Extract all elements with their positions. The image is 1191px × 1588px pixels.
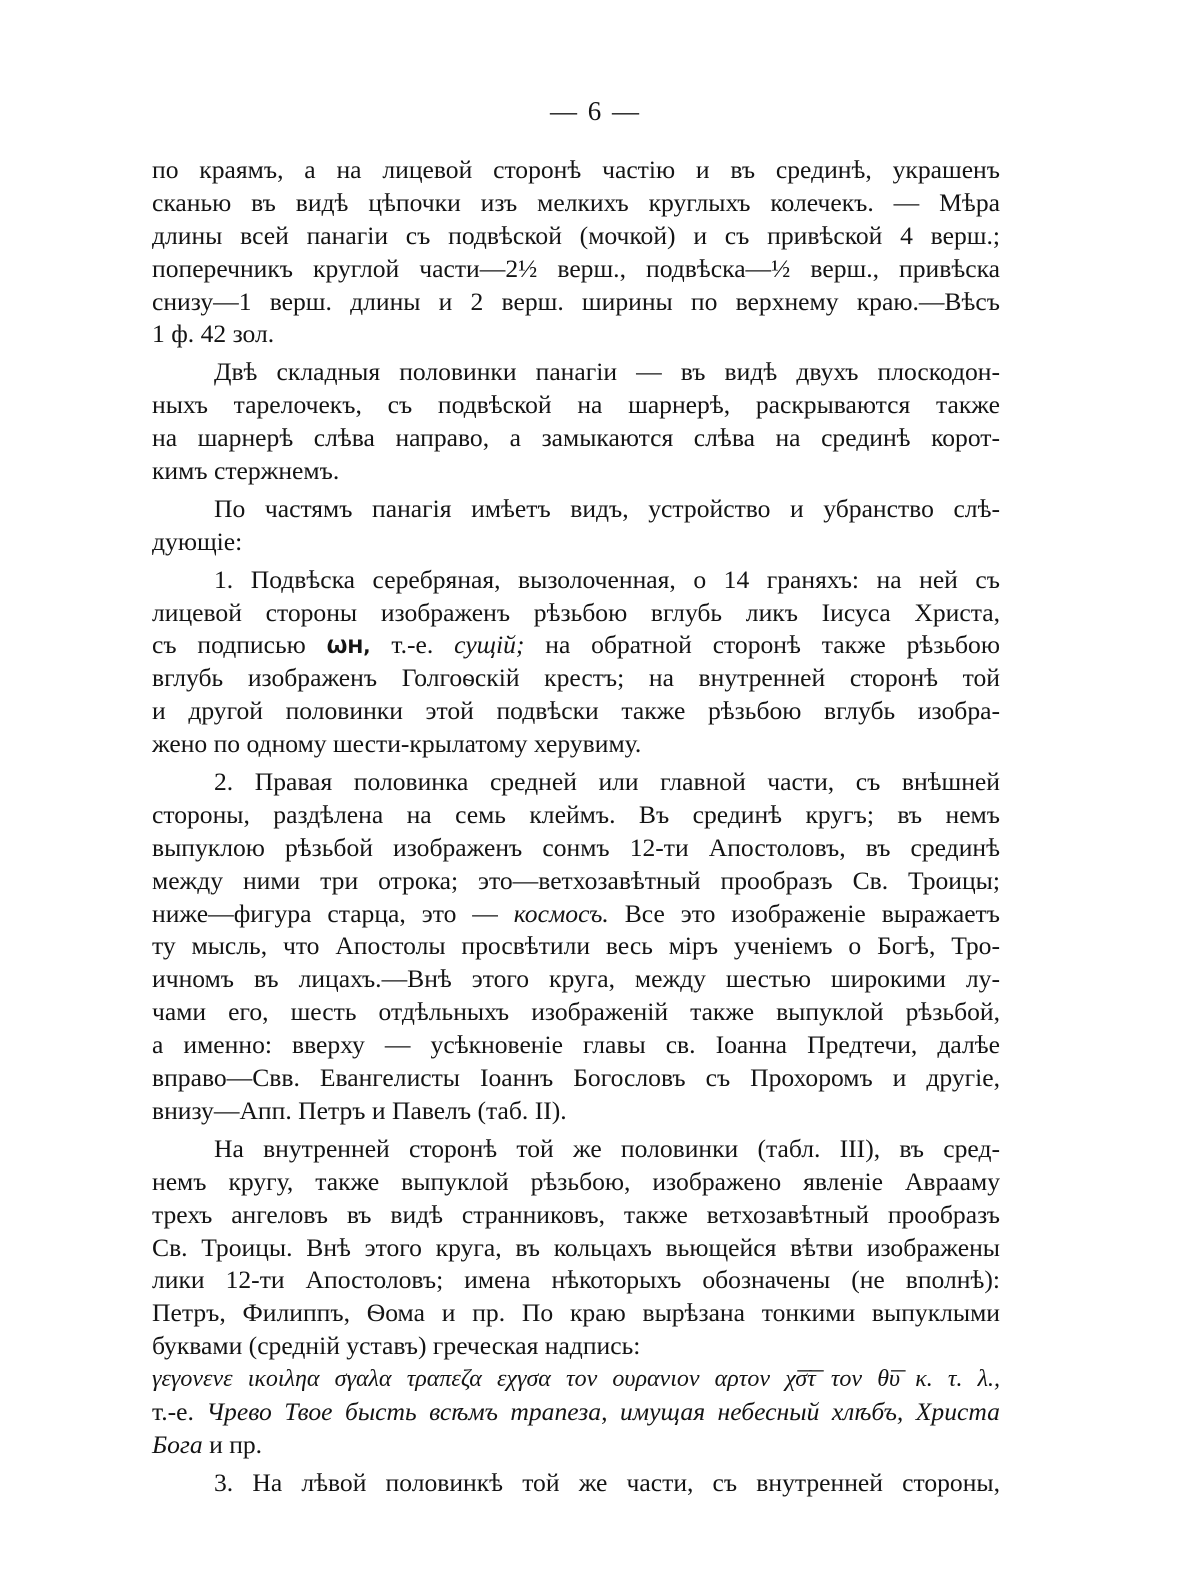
text-segment: и пр. xyxy=(209,1429,263,1459)
text-segment: т.-е. xyxy=(152,1396,194,1426)
text-line: жено по одному шести-крылатому херувиму. xyxy=(152,729,642,759)
text-line: снизу—1 верш. длины и 2 верш. ширины по верхнему краю.—Вѣсъ xyxy=(152,286,1000,316)
greek-inscription-line: γεγονενε ικοιληα σγαλα τραπεζα εχγσα τον ουρανιον αρτον χ͞σ͞τ τον θ͞υ κ. τ. λ., xyxy=(152,1366,1000,1393)
paragraph-1 xyxy=(152,154,1000,351)
text-line: лики 12-ти Апостоловъ; имена нѣкоторыхъ обозначены (не вполнѣ): xyxy=(152,1265,1000,1295)
text-line: По частямъ панагія имѣетъ видъ, устройство и убранство слѣ- xyxy=(214,493,1000,523)
text-line: Св. Троицы. Внѣ этого круга, въ кольцахъ вьющейся вѣтви изображены xyxy=(152,1232,1000,1262)
text-line: на шарнерѣ слѣва направо, а замыкаются слѣва на срединѣ корот- xyxy=(152,423,1000,453)
text-line: ныхъ тарелочекъ, съ подвѣской на шарнерѣ, раскрываются также xyxy=(152,390,1000,420)
paragraph-2 xyxy=(152,356,1000,488)
italic-translation: Чрево Твое бысть всѣмъ трапеза, имущая небесный хлѣбъ, Христа xyxy=(206,1396,1000,1426)
text-line: выпуклою рѣзьбой изображенъ сонмъ 12-ти Апостоловъ, въ срединѣ xyxy=(152,832,1000,862)
inscription-abbreviation: ѠН, xyxy=(326,636,371,659)
text-line: буквами (средній уставъ) греческая надпись: xyxy=(152,1331,641,1361)
text-line: дующіе: xyxy=(152,526,243,556)
text-line: кимъ стержнемъ. xyxy=(152,456,340,486)
text-line: ичномъ въ лицахъ.—Внѣ этого круга, между шестью широкими лу- xyxy=(152,964,1000,994)
text-line: чами его, шесть отдѣльныхъ изображеній также выпуклой рѣзьбой, xyxy=(152,997,1000,1027)
text-line: немъ кругу, также выпуклой рѣзьбою, изображено явленіе Аврааму xyxy=(152,1166,1000,1196)
text-line: поперечникъ круглой части—2½ верш., подвѣска—½ верш., привѣска xyxy=(152,253,1000,283)
translation-line-end xyxy=(152,1429,1000,1462)
text-segment: Все это изображеніе выражаетъ xyxy=(624,898,1000,928)
text-line: а именно: вверху — усѣкновеніе главы св. Іоанна Предтечи, далѣе xyxy=(152,1030,1000,1060)
paragraph-3 xyxy=(152,493,1000,559)
text-line: Петръ, Филиппъ, Ѳома и пр. По краю вырѣзана тонкими выпуклыми xyxy=(152,1298,1000,1328)
paragraph-7 xyxy=(152,1467,1000,1500)
text-line: вправо—Свв. Евангелисты Іоаннъ Богословъ съ Прохоромъ и другіе, xyxy=(152,1063,1000,1093)
text-line: внизу—Апп. Петръ и Павелъ (таб. II). xyxy=(152,1095,567,1125)
italic-term: сущій; xyxy=(454,630,525,660)
text-line: На внутренней сторонѣ той же половинки (табл. III), въ сред- xyxy=(214,1133,1000,1163)
italic-translation: Бога xyxy=(152,1429,203,1459)
text-line: ту мысль, что Апостолы просвѣтили весь міръ ученіемъ о Богѣ, Тро- xyxy=(152,931,1000,961)
text-segment: ниже—фигура старца, это — xyxy=(152,898,498,928)
text-segment: съ подписью xyxy=(152,630,306,660)
paragraph-5 xyxy=(152,766,1000,1128)
text-line: по краямъ, а на лицевой сторонѣ частію и въ срединѣ, украшенъ xyxy=(152,155,1000,184)
text-line: между ними три отрока; это—ветхозавѣтный прообразъ Св. Троицы; xyxy=(152,865,1000,895)
paragraph-6 xyxy=(152,1133,1000,1462)
page-number: — 6 — xyxy=(550,96,641,126)
text-line: 2. Правая половинка средней или главной части, съ внѣшней xyxy=(214,767,1000,797)
text-line-with-italic xyxy=(152,898,1000,931)
text-line: Двѣ складныя половинки панагіи — въ видѣ двухъ плоскодон- xyxy=(214,357,1000,387)
text-line: длины всей панагіи съ подвѣской (мочкой) и съ привѣской 4 верш.; xyxy=(152,220,1000,250)
text-line-with-inscription xyxy=(152,629,1000,662)
text-line: стороны, раздѣлена на семь клеймъ. Въ срединѣ кругъ; въ немъ xyxy=(152,799,1000,829)
text-segment: на обратной сторонѣ также рѣзьбою xyxy=(545,630,1000,660)
text-line: 3. На лѣвой половинкѣ той же части, съ внутренней стороны, xyxy=(214,1467,1000,1497)
translation-line xyxy=(152,1396,1000,1429)
paragraph-4 xyxy=(152,564,1000,761)
text-line: 1. Подвѣска серебряная, вызолоченная, о 14 граняхъ: на ней съ xyxy=(214,564,1000,594)
text-line: 1 ф. 42 зол. xyxy=(152,319,275,349)
text-segment: т.-е. xyxy=(391,630,434,660)
text-line: лицевой стороны изображенъ рѣзьбою вглубь ликъ Іисуса Христа, xyxy=(152,597,1000,627)
text-line: сканью въ видѣ цѣпочки изъ мелкихъ круглыхъ колечекъ. — Мѣра xyxy=(152,187,1000,217)
text-line: трехъ ангеловъ въ видѣ странниковъ, также ветхозавѣтный прообразъ xyxy=(152,1199,1000,1229)
text-line: и другой половинки этой подвѣски также рѣзьбою вглубь изобра- xyxy=(152,696,1000,726)
italic-term: космосъ. xyxy=(513,898,609,928)
text-column xyxy=(152,154,1000,1500)
text-line: вглубь изображенъ Голгоѳскій крестъ; на внутренней сторонѣ той xyxy=(152,663,1000,693)
